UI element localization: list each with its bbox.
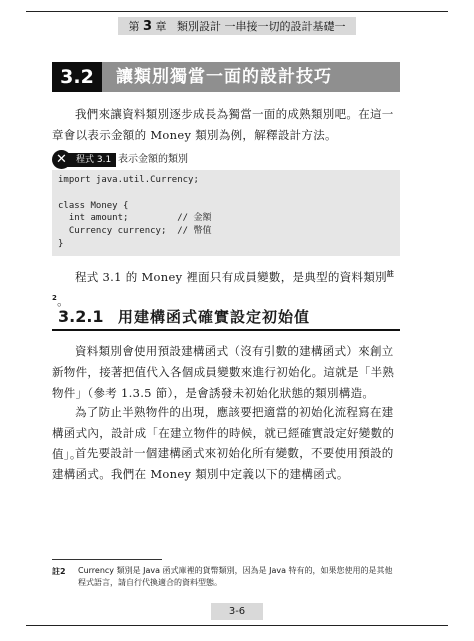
subsection-heading <box>52 305 400 331</box>
intro-paragraph: 我們來讓資料類別逐步成長為獨當一面的成熟類別吧。在這一章會以表示金額的 Money 類別為例，解釋設計方法。 <box>52 107 394 142</box>
after-code-text: 程式 3.1 的 Money 裡面只有成員變數，是典型的資料類別 <box>75 269 387 284</box>
section-number: 3.2 <box>52 62 102 92</box>
section-title: 讓類別獨當一面的設計技巧 <box>102 62 400 92</box>
footnote-reference[interactable]: 註2 <box>52 270 395 302</box>
body-paragraph: 資料類別會使用預設建構函式（沒有引數的建構函式）來創立新物件，接著把值代入各個成員變數來進行初始化。這就是「半熟物件」（參考 1.3.5 節），是會誘發未初始化狀態的類別構造。 <box>52 344 395 400</box>
section-heading <box>52 62 400 92</box>
subsection-number: 3.2.1 <box>58 307 104 326</box>
chapter-prefix: 第 <box>128 20 140 33</box>
code-listing: import java.util.Currency; class Money { int amount; // 金額 Currency currency; // 幣值 } <box>52 170 400 256</box>
footer-rule <box>26 625 448 626</box>
code-badge: 程式 3.1 <box>67 153 116 167</box>
chapter-title: 類別設計 一串接一切的設計基礎一 <box>177 20 346 33</box>
subsection-title: 用建構函式確實設定初始值 <box>118 308 311 326</box>
header-rule <box>26 11 448 12</box>
page-number: 3-6 <box>211 603 263 620</box>
footnote-rule <box>52 559 162 560</box>
code-title: 表示金額的類別 <box>118 154 188 165</box>
body-paragraph: 為了防止半熟物件的出現，應該要把適當的初始化流程寫在建構函式內，設計成「在建立物件的時候，就已經確實設定好變數的值」。 <box>52 405 395 461</box>
after-code-end: 。 <box>57 293 69 308</box>
close-x-icon: ✕ <box>52 150 71 169</box>
chapter-number: 3 <box>142 19 153 34</box>
chapter-suffix: 章 <box>155 20 167 33</box>
body-paragraph: 首先要設計一個建構函式來初始化所有變數，不要使用預設的建構函式。我們在 Money 類別中定義以下的建構函式。 <box>52 446 394 481</box>
footnote-label: 註2 <box>52 567 66 576</box>
running-header-wrap <box>0 15 474 35</box>
footnote-text: Currency 類別是 Java 函式庫裡的貨幣類別，因為是 Java 特有的，如果您使用的是其他程式語言，請自行代換適合的資料型態。 <box>78 566 393 587</box>
running-header <box>118 17 355 35</box>
